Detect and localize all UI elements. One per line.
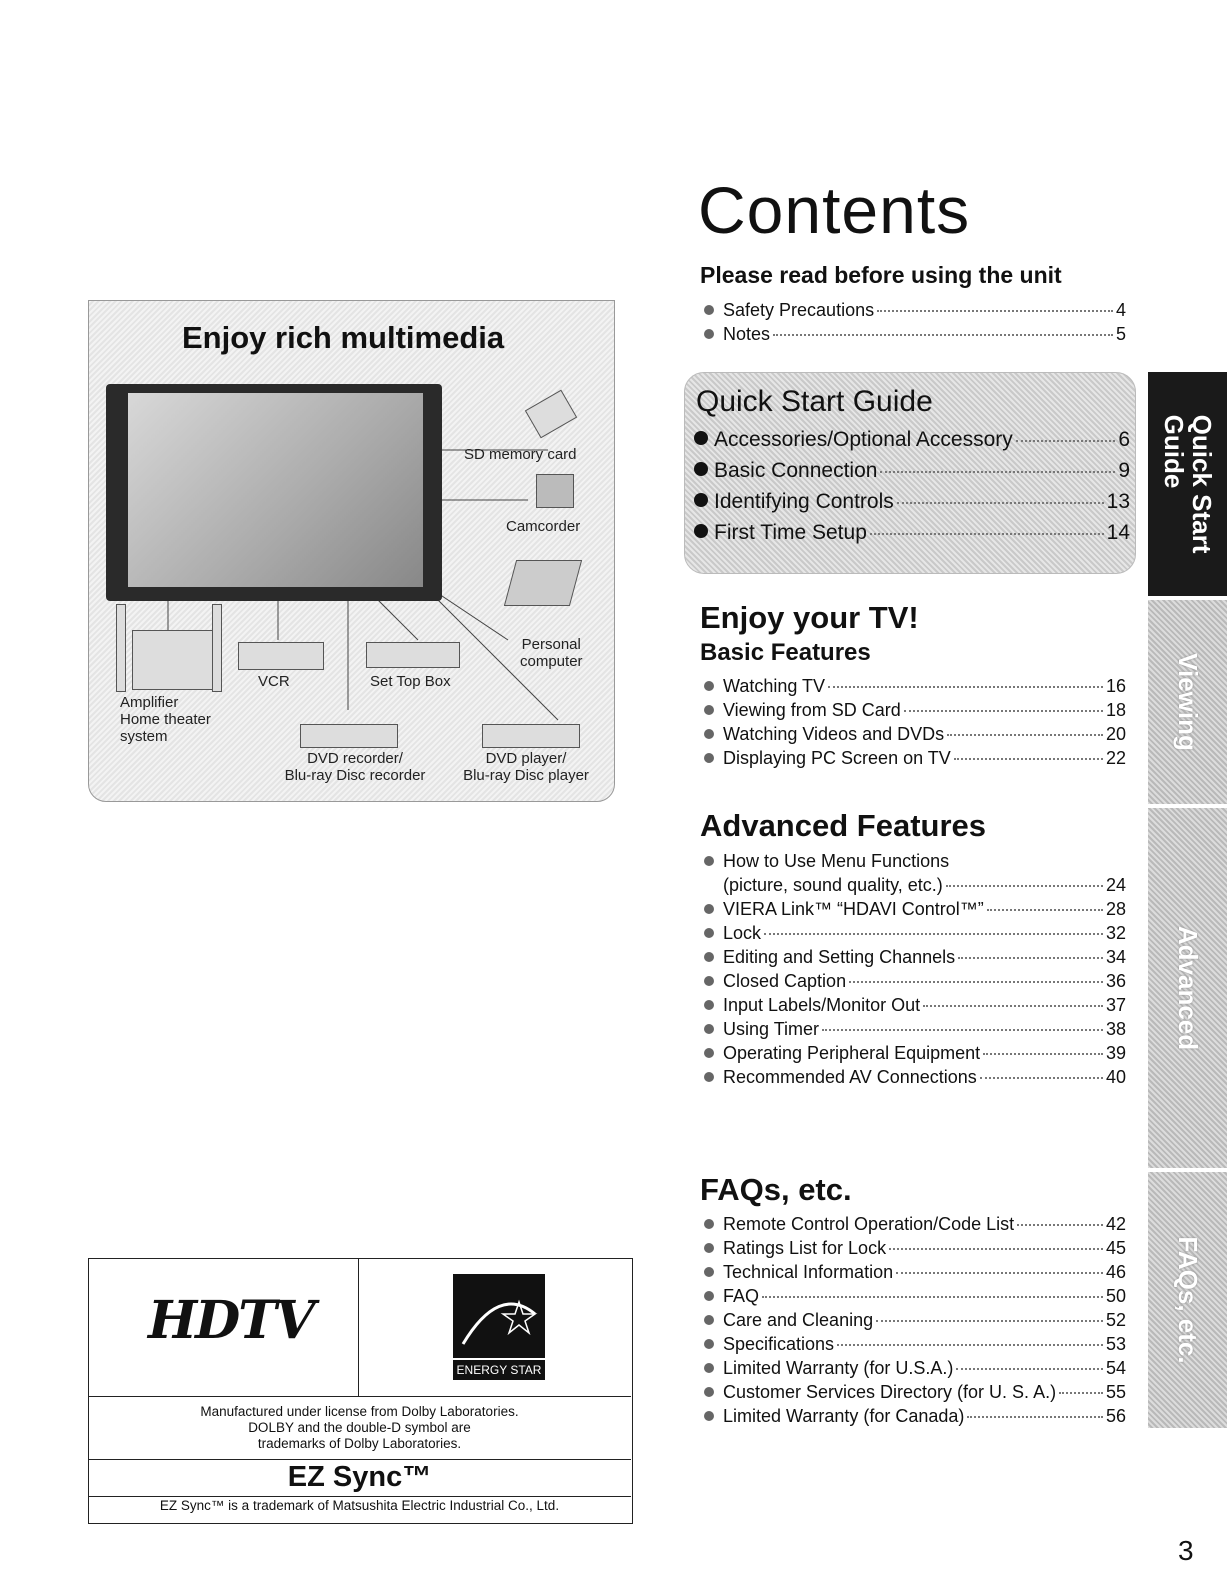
faqs-list (704, 1214, 1126, 1430)
tab-label: Quick Start Guide (1158, 414, 1217, 554)
toc-item[interactable]: Accessories/Optional Accessory 6 (694, 428, 1130, 459)
page-number: 3 (1178, 1535, 1194, 1566)
bullet-icon (704, 1363, 714, 1373)
toc-item[interactable]: Watching TV 16 (704, 676, 1126, 700)
bullet-icon (704, 904, 714, 914)
divider (88, 1496, 631, 1497)
dvd-player-icon (482, 724, 580, 748)
speaker-icon (116, 604, 126, 692)
bullet-icon (704, 1315, 714, 1325)
section-subtitle: Please read before using the unit (700, 262, 1062, 288)
label-camcorder: Camcorder (506, 518, 581, 535)
toc-item[interactable]: Identifying Controls 13 (694, 490, 1130, 521)
tab-label: Viewing (1172, 653, 1203, 751)
divider (88, 1459, 631, 1460)
toc-item[interactable]: Displaying PC Screen on TV 22 (704, 748, 1126, 772)
toc-item[interactable]: Technical Information 46 (704, 1262, 1126, 1286)
toc-item[interactable]: Lock 32 (704, 923, 1126, 947)
bullet-icon (704, 856, 714, 866)
dvd-recorder-icon (300, 724, 398, 748)
label-set-top-box: Set Top Box (370, 673, 451, 690)
camcorder-icon (536, 474, 574, 508)
energy-star-label: ENERGY STAR (453, 1358, 545, 1380)
toc-item[interactable]: Recommended AV Connections 40 (704, 1067, 1126, 1091)
bullet-icon (704, 952, 714, 962)
bullet-icon (704, 305, 714, 315)
bullet-icon (704, 1000, 714, 1010)
label-amplifier: Amplifier Home theater system (120, 694, 211, 745)
bullet-icon (704, 1072, 714, 1082)
bullet-icon (694, 493, 708, 507)
advanced-title: Advanced Features (700, 808, 986, 843)
quick-start-list (694, 428, 1130, 552)
bullet-icon (704, 1339, 714, 1349)
advanced-list (704, 851, 1126, 1091)
toc-item[interactable]: Limited Warranty (for Canada) 56 (704, 1406, 1126, 1430)
toc-item[interactable]: How to Use Menu Functions (704, 851, 1126, 875)
bullet-icon (704, 1411, 714, 1421)
toc-item[interactable]: Safety Precautions 4 (704, 300, 1126, 324)
bullet-icon (704, 729, 714, 739)
page-title: Contents (698, 173, 971, 247)
toc-item[interactable]: Basic Connection 9 (694, 459, 1130, 490)
toc-item[interactable]: VIERA Link™ “HDAVI Control™” 28 (704, 899, 1126, 923)
toc-item[interactable]: Specifications 53 (704, 1334, 1126, 1358)
bullet-icon (704, 976, 714, 986)
toc-item[interactable]: Editing and Setting Channels 34 (704, 947, 1126, 971)
bullet-icon (704, 705, 714, 715)
label-personal-computer: Personal computer (520, 636, 583, 670)
bullet-icon (704, 1243, 714, 1253)
vcr-icon (238, 642, 324, 670)
bullet-icon (704, 1387, 714, 1397)
set-top-box-icon (366, 642, 460, 668)
label-sd-card: SD memory card (464, 446, 577, 463)
label-dvd-player: DVD player/ Blu-ray Disc player (463, 750, 589, 784)
tab-quick-start-guide[interactable] (1148, 372, 1227, 596)
toc-item[interactable]: Closed Caption 36 (704, 971, 1126, 995)
laptop-icon (504, 560, 582, 606)
tv-screen (128, 393, 423, 587)
bullet-icon (704, 753, 714, 763)
toc-item[interactable]: Input Labels/Monitor Out 37 (704, 995, 1126, 1019)
label-vcr: VCR (258, 673, 290, 690)
basic-features-list (704, 676, 1126, 772)
toc-item[interactable]: Ratings List for Lock 45 (704, 1238, 1126, 1262)
label-dvd-recorder: DVD recorder/ Blu-ray Disc recorder (284, 750, 426, 784)
enjoy-title: Enjoy your TV! (700, 600, 919, 635)
toc-item-continued[interactable]: (picture, sound quality, etc.) 24 (723, 875, 1126, 895)
toc-item[interactable]: Operating Peripheral Equipment 39 (704, 1043, 1126, 1067)
ez-sync-note: EZ Sync™ is a trademark of Matsushita Electric Industrial Co., Ltd. (159, 1498, 560, 1513)
toc-item[interactable]: Notes 5 (704, 324, 1126, 348)
toc-item[interactable]: Care and Cleaning 52 (704, 1310, 1126, 1334)
toc-item[interactable]: Watching Videos and DVDs 20 (704, 724, 1126, 748)
amplifier-icon (132, 630, 214, 690)
intro-list (704, 300, 1126, 348)
illustration-title: Enjoy rich multimedia (182, 320, 505, 355)
bullet-icon (704, 928, 714, 938)
tab-label: Advanced (1172, 925, 1203, 1051)
speaker-icon (212, 604, 222, 692)
bullet-icon (704, 1291, 714, 1301)
tab-faqs[interactable] (1148, 1172, 1227, 1428)
bullet-icon (694, 431, 708, 445)
energy-star-icon (453, 1274, 545, 1358)
toc-item[interactable]: Viewing from SD Card 18 (704, 700, 1126, 724)
bullet-icon (694, 462, 708, 476)
bullet-icon (704, 1219, 714, 1229)
tab-label: FAQs, etc. (1172, 1236, 1203, 1364)
tab-viewing[interactable] (1148, 600, 1227, 804)
toc-item[interactable]: Using Timer 38 (704, 1019, 1126, 1043)
bullet-icon (704, 1048, 714, 1058)
basic-features-title: Basic Features (700, 639, 871, 666)
dolby-notice: Manufactured under license from Dolby Laboratories. DOLBY and the double-D symbol are trademarks of Dolby Laboratories. (200, 1404, 519, 1451)
ez-sync-title: EZ Sync™ (287, 1461, 432, 1493)
toc-item[interactable]: FAQ 50 (704, 1286, 1126, 1310)
bullet-icon (704, 681, 714, 691)
bullet-icon (704, 329, 714, 339)
toc-item[interactable]: Limited Warranty (for U.S.A.) 54 (704, 1358, 1126, 1382)
tab-advanced[interactable] (1148, 808, 1227, 1168)
toc-item[interactable]: Customer Services Directory (for U. S. A.) 55 (704, 1382, 1126, 1406)
bullet-icon (704, 1267, 714, 1277)
hdtv-logo: HDTV (148, 1290, 314, 1351)
toc-item[interactable]: Remote Control Operation/Code List 42 (704, 1214, 1126, 1238)
toc-item[interactable]: First Time Setup 14 (694, 521, 1130, 552)
bullet-icon (694, 524, 708, 538)
bullet-icon (704, 1024, 714, 1034)
quick-start-title: Quick Start Guide (696, 385, 933, 418)
faqs-title: FAQs, etc. (700, 1172, 852, 1207)
